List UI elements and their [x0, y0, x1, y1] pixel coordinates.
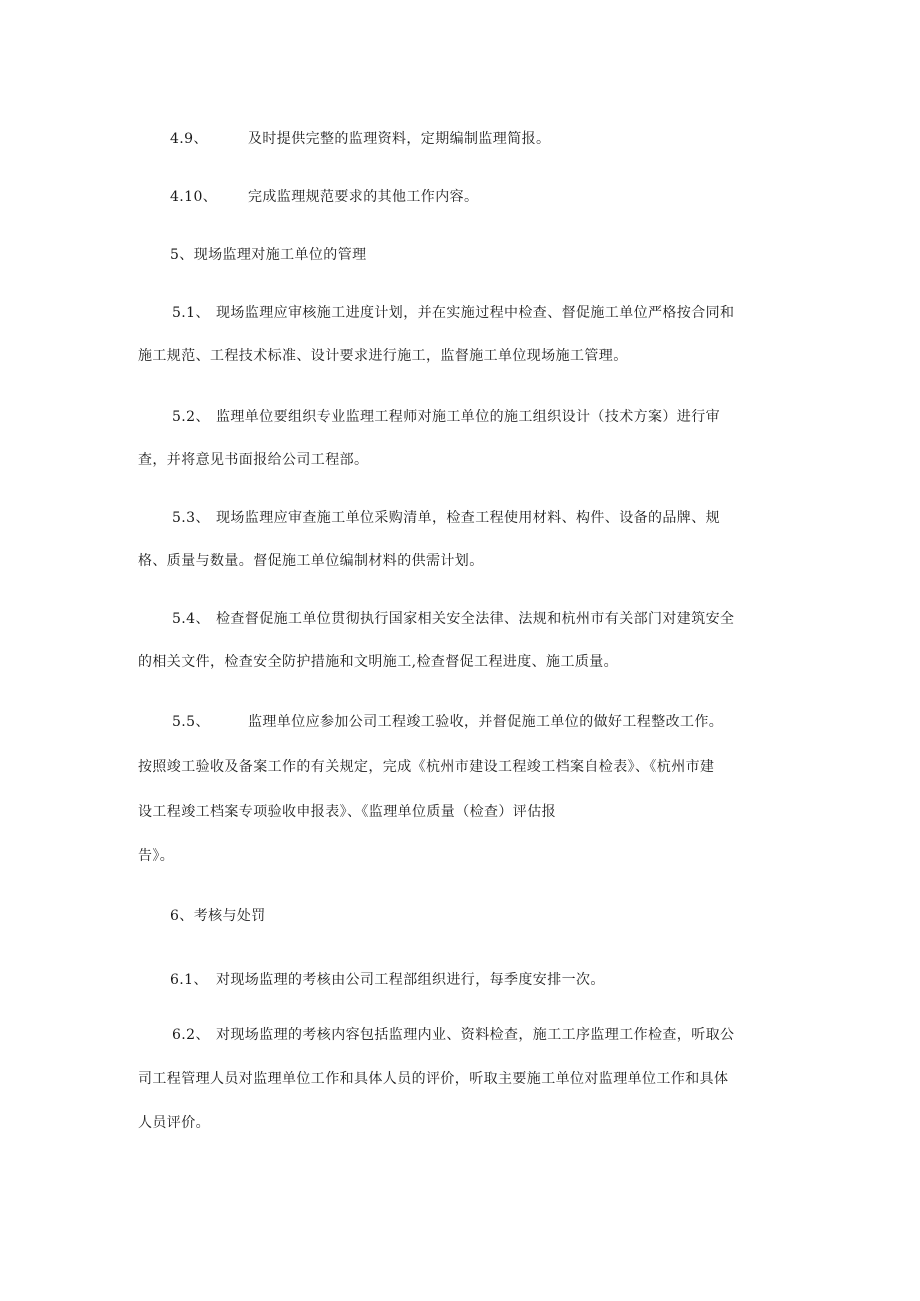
item-number: 5.1、: [172, 305, 210, 321]
item-5-5-line3: 设工程竣工档案专项验收申报表》、《监理单位质量（检查）评估报: [138, 804, 556, 820]
item-5-3-line2: 格、质量与数量。督促施工单位编制材料的供需计划。: [138, 553, 484, 569]
item-number: 5.3、: [172, 510, 210, 526]
item-5-1-line2: 施工规范、工程技术标准、设计要求进行施工，监督施工单位现场施工管理。: [138, 348, 628, 364]
item-6-2-line1: [172, 1025, 734, 1045]
item-number: 6.1、: [170, 972, 208, 988]
item-number: 5.4、: [172, 611, 210, 627]
item-text: 监理单位要组织专业监理工程师对施工单位的施工组织设计（技术方案）进行审: [216, 409, 720, 425]
item-5-4-line2: 的相关文件，检查安全防护措施和文明施工,检查督促工程进度、施工质量。: [138, 654, 619, 670]
item-6-1: [170, 970, 605, 990]
item-text: 对现场监理的考核内容包括监理内业、资料检查，施工工序监理工作检查，听取公: [216, 1027, 735, 1043]
section-heading-6: 6、考核与处罚: [170, 908, 266, 924]
item-text: 现场监理应审核施工进度计划，并在实施过程中检查、督促施工单位严格按合同和: [216, 305, 735, 321]
item-5-3-line1: [172, 508, 720, 528]
item-number: 4.10、: [170, 189, 218, 205]
item-5-2-line2: 查，并将意见书面报给公司工程部。: [138, 452, 369, 468]
item-5-4-line1: [172, 609, 734, 629]
item-text: 监理单位应参加公司工程竣工验收，并督促施工单位的做好工程整改工作。: [248, 714, 724, 730]
item-number: 6.2、: [172, 1027, 210, 1043]
item-5-1-line1: [172, 303, 734, 323]
item-text: 现场监理应审查施工单位采购清单，检查工程使用材料、构件、设备的品牌、规: [216, 510, 720, 526]
item-text: 及时提供完整的监理资料，定期编制监理简报。: [248, 131, 551, 147]
item-text: 完成监理规范要求的其他工作内容。: [248, 189, 479, 205]
section-heading-5: 5、现场监理对施工单位的管理: [170, 247, 367, 263]
item-5-5-line4: 告》。: [138, 848, 175, 864]
item-number: 5.2、: [172, 409, 210, 425]
item-4-10: [170, 187, 478, 207]
item-text: 检查督促施工单位贯彻执行国家相关安全法律、法规和杭州市有关部门对建筑安全: [216, 611, 735, 627]
item-4-9: [170, 129, 550, 149]
item-5-5-line1: [172, 712, 723, 732]
item-5-5-line2: 按照竣工验收及备案工作的有关规定，完成《杭州市建设工程竣工档案自检表》、《杭州市建: [138, 759, 715, 775]
item-number: 4.9、: [170, 131, 208, 147]
item-text: 对现场监理的考核由公司工程部组织进行，每季度安排一次。: [216, 972, 605, 988]
item-5-2-line1: [172, 407, 720, 427]
item-number: 5.5、: [172, 714, 210, 730]
item-6-2-line2: 司工程管理人员对监理单位工作和具体人员的评价，听取主要施工单位对监理单位工作和具体: [138, 1071, 729, 1087]
item-6-2-line3: 人员评价。: [138, 1115, 210, 1131]
